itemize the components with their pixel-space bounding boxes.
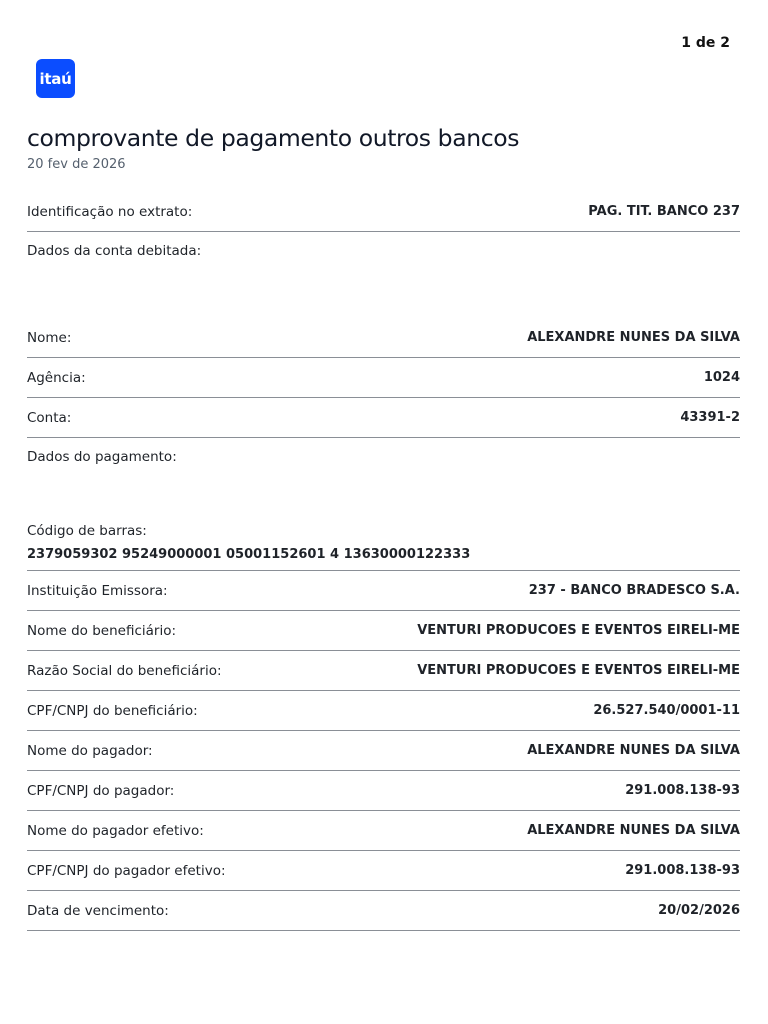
page-counter: 1 de 2 (681, 35, 730, 51)
section-pagamento: Dados do pagamento: (27, 449, 177, 465)
row-value: 237 - BANCO BRADESCO S.A. (528, 583, 740, 598)
row-label: Nome do pagador: (27, 742, 153, 759)
row-nome-pagador-efetivo (27, 811, 740, 851)
row-label: Nome do beneficiário: (27, 622, 177, 639)
row-label: Conta: (27, 409, 72, 426)
itau-logo (36, 59, 75, 98)
row-label: Identificação no extrato: (27, 203, 193, 220)
row-label: Agência: (27, 369, 86, 386)
section-conta-debitada: Dados da conta debitada: (27, 243, 202, 259)
row-value: ALEXANDRE NUNES DA SILVA (527, 330, 740, 345)
row-cpf-pagador-efetivo (27, 851, 740, 891)
receipt-date: 20 fev de 2026 (27, 157, 126, 172)
barcode-label: Código de barras: (27, 523, 147, 539)
logo-text: itaú (39, 69, 72, 88)
row-label: CPF/CNPJ do beneficiário: (27, 702, 198, 719)
row-value: VENTURI PRODUCOES E EVENTOS EIRELI-ME (417, 623, 740, 638)
row-value: 1024 (703, 370, 740, 385)
row-nome (27, 318, 740, 358)
row-label: Razão Social do beneficiário: (27, 662, 222, 679)
receipt-details (27, 192, 740, 931)
row-value: VENTURI PRODUCOES E EVENTOS EIRELI-ME (417, 663, 740, 678)
barcode-block (27, 523, 740, 571)
barcode-value: 2379059302 95249000001 05001152601 4 13630000122333 (27, 547, 471, 562)
row-label: Nome: (27, 329, 72, 346)
row-cpf-pagador (27, 771, 740, 811)
row-value: 20/02/2026 (658, 903, 740, 918)
row-label: Data de vencimento: (27, 902, 169, 919)
row-value: 26.527.540/0001-11 (593, 703, 740, 718)
row-value: ALEXANDRE NUNES DA SILVA (527, 823, 740, 838)
row-label: Nome do pagador efetivo: (27, 822, 204, 839)
row-data-vencimento (27, 891, 740, 931)
row-value: 291.008.138-93 (625, 863, 740, 878)
row-razao-social (27, 651, 740, 691)
page-title: comprovante de pagamento outros bancos (27, 124, 520, 152)
row-agencia (27, 358, 740, 398)
row-instituicao (27, 571, 740, 611)
row-nome-beneficiario (27, 611, 740, 651)
row-label: Instituição Emissora: (27, 582, 168, 599)
row-cnpj-beneficiario (27, 691, 740, 731)
row-value: 43391-2 (680, 410, 740, 425)
row-value: ALEXANDRE NUNES DA SILVA (527, 743, 740, 758)
row-label: CPF/CNPJ do pagador efetivo: (27, 862, 226, 879)
row-value: PAG. TIT. BANCO 237 (588, 204, 740, 219)
row-extrato (27, 192, 740, 232)
row-value: 291.008.138-93 (625, 783, 740, 798)
row-label: CPF/CNPJ do pagador: (27, 782, 175, 799)
row-nome-pagador (27, 731, 740, 771)
row-conta (27, 398, 740, 438)
